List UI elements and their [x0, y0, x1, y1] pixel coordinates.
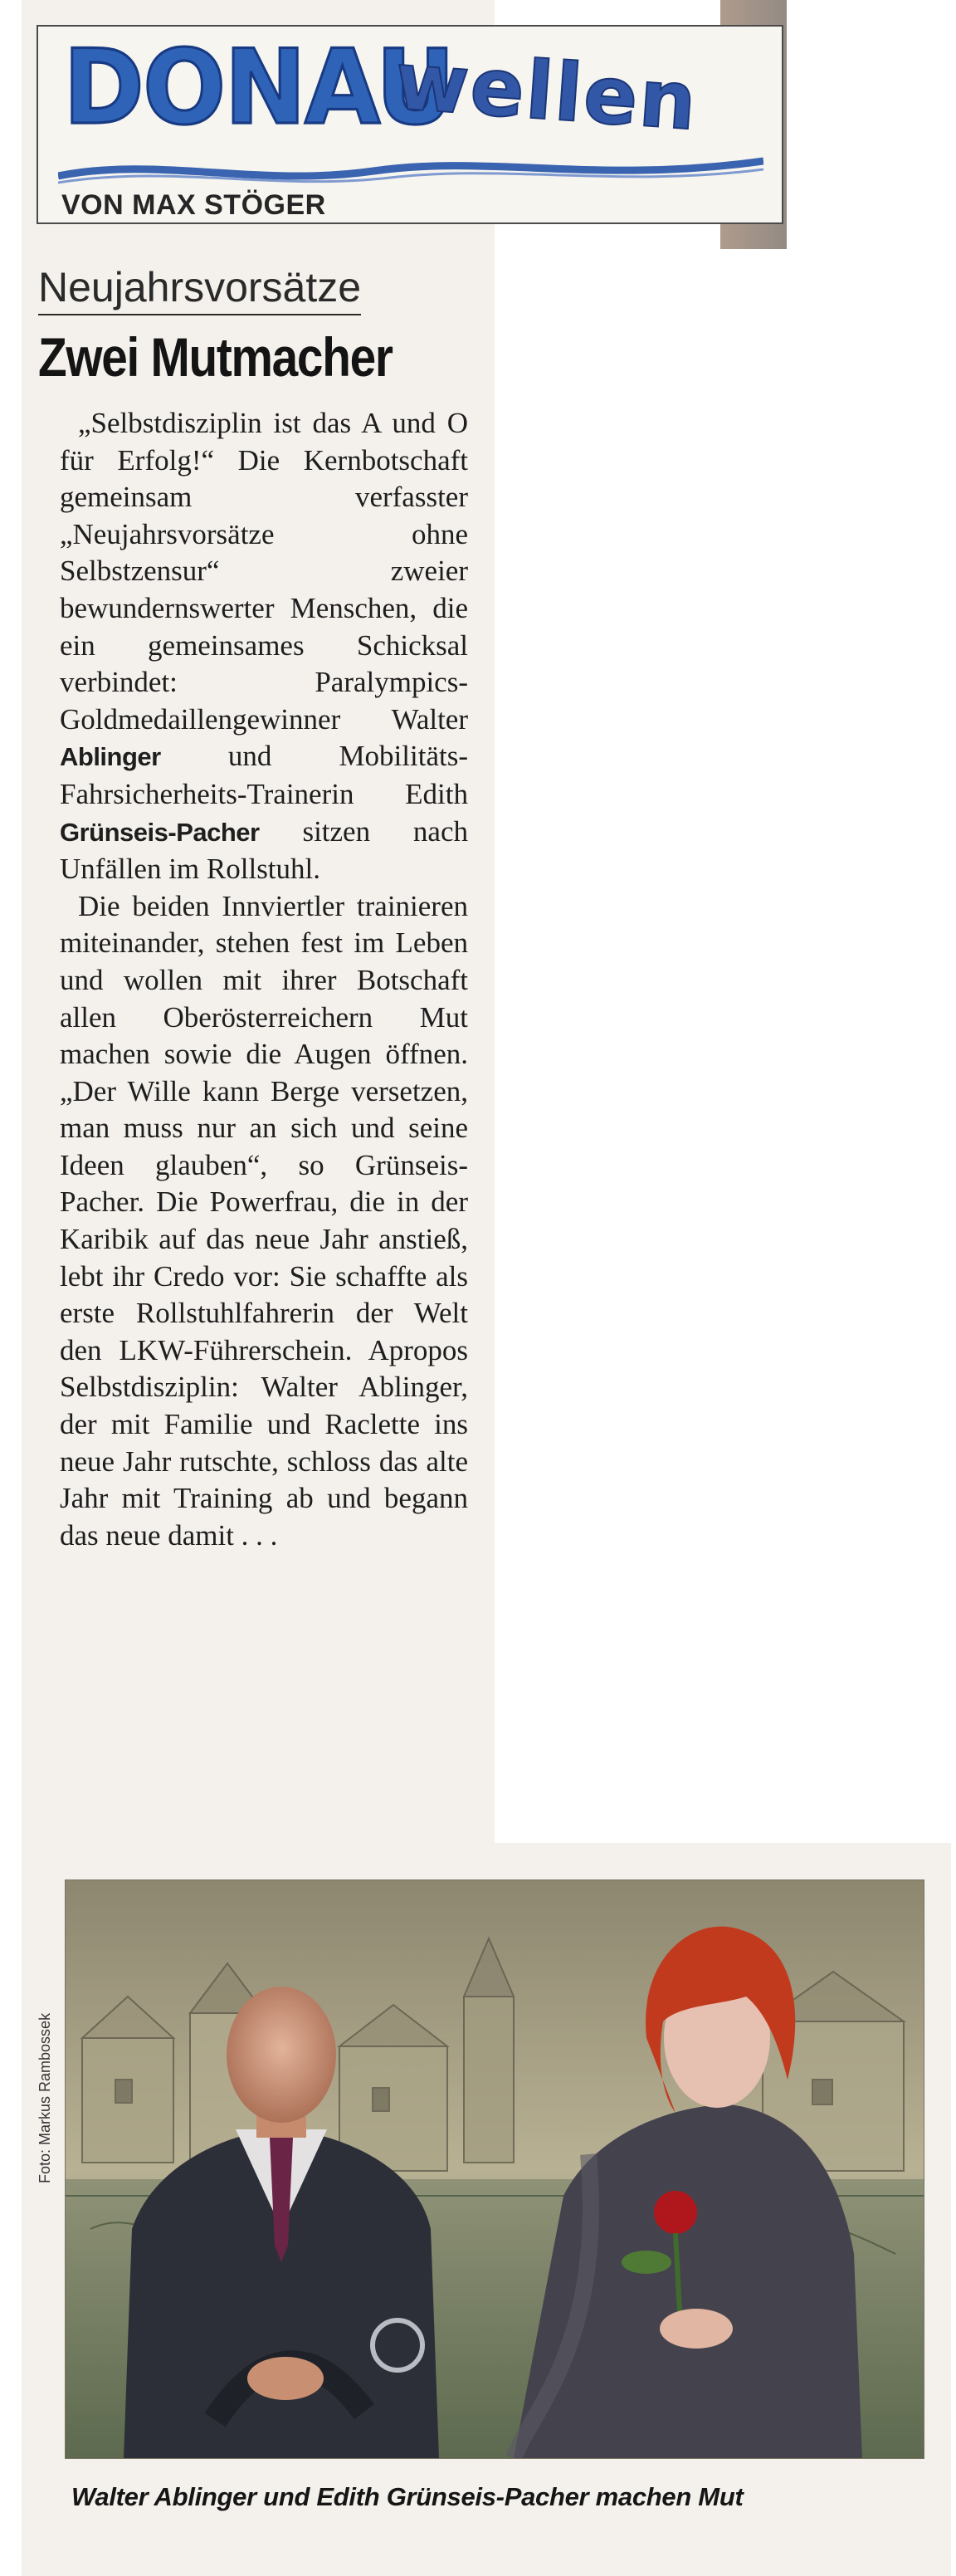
paragraph-1-b: und Mobilitäts-Fahrsicherheits-Trainerin Edith	[60, 740, 468, 810]
wave-icon	[58, 151, 763, 188]
photo-caption: Walter Ablinger und Edith Grünseis-Pacher machen Mut	[71, 2482, 744, 2511]
logo-wellen: wellen	[392, 34, 701, 149]
photo-illustration	[66, 1880, 924, 2458]
paragraph-1	[60, 405, 468, 888]
headline: Zwei Mutmacher	[38, 326, 393, 388]
article-photo	[65, 1879, 924, 2459]
article-body	[60, 405, 468, 1554]
paragraph-1-a: „Selbstdisziplin ist das A und O für Erfolg!“ Die Kernbotschaft gemeinsam verfasster „Neujahrsvorsätze ohne Selbstzensur“ zweier bewundernswerter Menschen, die ein gemeinsames Schicksal verbindet: Paralympics-Goldmedaillengewinner Walter	[60, 407, 468, 736]
paragraph-2: Die beiden Innviertler trainieren miteinander, stehen fest im Leben und wollen mit ihrer Botschaft allen Oberösterreichern Mut machen sowie die Augen öffnen. „Der Wille kann Berge versetzen, man muss nur an sich und seine Ideen glauben“, so Grünseis-Pacher. Die Powerfrau, die in der Karibik auf das neue Jahr anstieß, lebt ihr Credo vor: Sie schaffte als erste Rollstuhlfahrerin der Welt den LKW-Führerschein. Apropos Selbstdisziplin: Walter Ablinger, der mit Familie und Raclette ins neue Jahr rutschte, schloss das alte Jahr mit Training ab und begann das neue damit . . .	[60, 889, 468, 1552]
byline: VON MAX STÖGER	[61, 189, 326, 221]
column-header	[37, 25, 783, 224]
kicker: Neujahrsvorsätze	[38, 264, 361, 315]
name-ablinger: Ablinger	[60, 742, 161, 772]
paragraph-1-c: sitzen nach Unfällen im Rollstuhl.	[60, 814, 468, 886]
name-gruenseis-pacher: Grünseis-Pacher	[60, 817, 260, 847]
logo-donau: DONAU	[63, 27, 454, 148]
photo-credit: Foto: Markus Rambossek	[37, 2012, 53, 2183]
